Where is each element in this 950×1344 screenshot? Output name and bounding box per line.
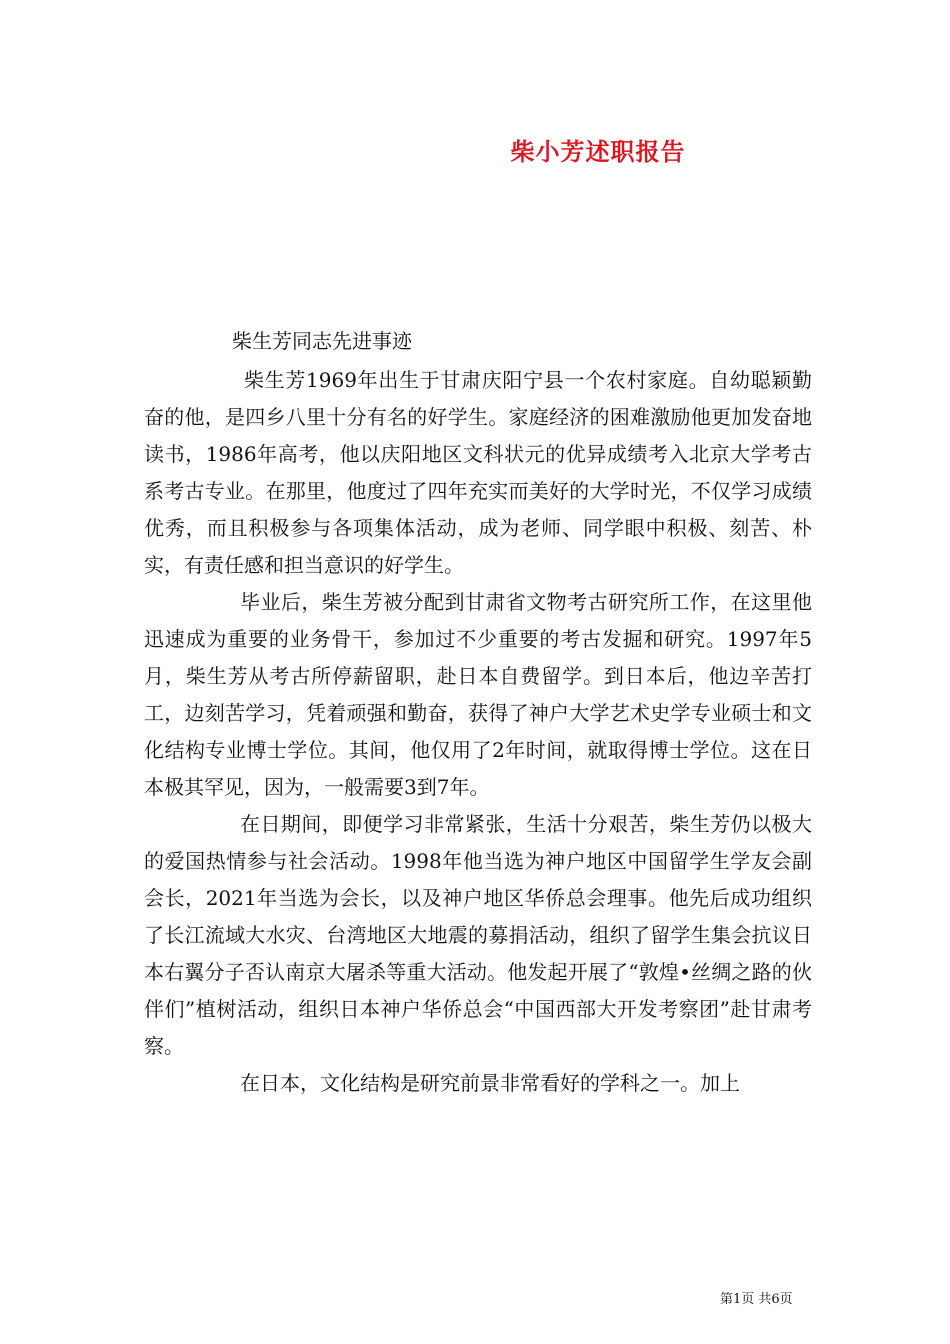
paragraph-social-activities: 在日期间，即便学习非常紧张，生活十分艰苦，柴生芳仍以极大的爱国热情参与社会活动。1998年他当选为神户地区中国留学生学友会副会长，2021年当选为会长，以及神户地区华侨总会理事。他先后成功组织了长江流域大水灾、台湾地区大地震的募捐活动，组织了留学生集会抗议日本右翼分子否认南京大屠杀等重大活动。他发起开展了“敦煌•丝绸之路的伙伴们”植树活动，组织日本神户华侨总会“中国西部大开发考察团”赴甘肃考察。: [144, 812, 812, 1058]
document-body: [144, 362, 812, 1102]
paragraph-cultural-structure: 在日本，文化结构是研究前景非常看好的学科之一。加上: [240, 1071, 740, 1095]
page-number-footer: 第1页 共6页: [720, 1292, 793, 1307]
document-subtitle: 柴生芳同志先进事迹: [232, 329, 412, 353]
paragraph-early-life: 柴生芳1969年出生于甘肃庆阳宁县一个农村家庭。自幼聪颖勤奋的他，是四乡八里十分有名的好学生。家庭经济的困难激励他更加发奋地读书，1986年高考，他以庆阳地区文科状元的优异成绩考入北京大学考古系考古专业。在那里，他度过了四年充实而美好的大学时光，不仅学习成绩优秀，而且积极参与各项集体活动，成为老师、同学眼中积极、刻苦、朴实，有责任感和担当意识的好学生。: [144, 368, 812, 577]
document-title: 柴小芳述职报告: [510, 137, 686, 166]
paragraph-career-japan: 毕业后，柴生芳被分配到甘肃省文物考古研究所工作，在这里他迅速成为重要的业务骨干，参加过不少重要的考古发掘和研究。1997年5月，柴生芳从考古所停薪留职，赴日本自费留学。到日本后，他边辛苦打工，边刻苦学习，凭着顽强和勤奋，获得了神户大学艺术史学专业硕士和文化结构专业博士学位。其间，他仅用了2年时间，就取得博士学位。这在日本极其罕见，因为，一般需要3到7年。: [144, 590, 812, 799]
